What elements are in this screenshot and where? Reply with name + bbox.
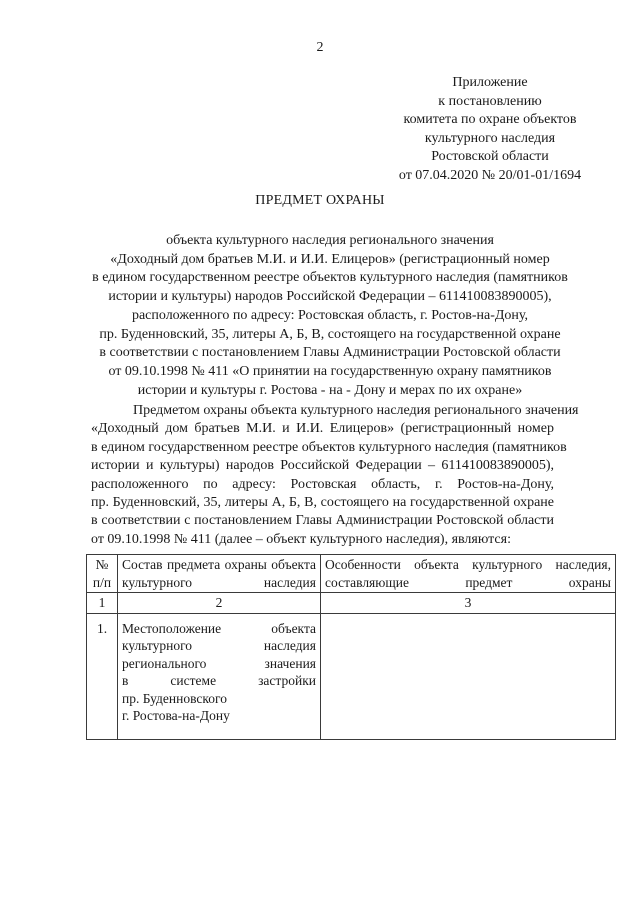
paragraph-line: в соответствии с постановлением Главы Администрации Ростовской области [91,513,554,529]
row-number: 1. [87,613,118,739]
object-line: «Доходный дом братьев М.И. и И.И. Елицеров» (регистрационный номер [110,251,550,267]
table-header-row [87,555,616,593]
appendix-line: от 07.04.2020 № 20/01-01/1694 [398,167,582,183]
appendix-line: Приложение [452,75,528,90]
table-column-numbers-row [87,593,616,614]
object-line: объекта культурного наследия регионального значения [166,233,494,248]
table-row [87,613,616,739]
protection-table [86,554,616,740]
appendix-line: комитета по охране объектов [403,112,577,128]
cell-line: регионального значения [122,655,316,671]
header-features: Особенности объекта культурного наследия, составляющие предмет охраны [321,555,616,593]
column-number: 3 [321,593,616,614]
paragraph-line: истории и культуры) народов Российской Федерации – 611410083890005), [91,458,554,474]
appendix-line: к постановлению [438,93,542,109]
row-features [321,613,616,739]
appendix-line: Ростовской области [431,149,549,165]
page-number: 2 [316,40,324,55]
paragraph-line: расположенного по адресу: Ростовская область, г. Ростов-на-Дону, [91,476,554,492]
object-line: в едином государственном реестре объектов культурного наследия (памятников [92,270,568,286]
document-title: ПРЕДМЕТ ОХРАНЫ [255,193,385,208]
cell-line: культурного наследия [122,638,316,653]
row-composition [118,613,321,739]
object-line: истории и культуры г. Ростова - на - Дону и мерах по их охране» [137,382,523,398]
object-line: от 09.10.1998 № 411 «О принятии на государственную охрану памятников [108,363,552,379]
paragraph-line: от 09.10.1998 № 411 (далее – объект культурного наследия), являются: [91,531,511,547]
object-description [86,232,574,400]
body-paragraph [91,402,579,549]
paragraph-line: пр. Буденновский, 35, литеры А, Б, В, состоящего на государственной охране [91,495,554,511]
appendix-block [380,74,600,186]
cell-line: пр. Буденновского [122,690,227,706]
object-line: истории и культуры) народов Российской Федерации – 611410083890005), [108,289,552,305]
paragraph-line: Предметом охраны объекта культурного наследия регионального значения [133,403,579,418]
object-line: пр. Буденновский, 35, литеры А, Б, В, состоящего на государственной охране [99,326,561,342]
object-line: расположенного по адресу: Ростовская область, г. Ростов-на-Дону, [131,307,529,323]
paragraph-line: «Доходный дом братьев М.И. и И.И. Елицеров» (регистрационный номер [91,421,554,437]
object-line: в соответствии с постановлением Главы Администрации Ростовской области [99,345,561,361]
paragraph-line: в едином государственном реестре объектов культурного наследия (памятников [91,439,567,455]
cell-line: в системе застройки [122,673,316,688]
appendix-line: культурного наследия [424,130,556,146]
header-number: № п/п [87,555,118,593]
header-composition: Состав предмета охраны объекта культурного наследия [118,555,321,593]
cell-line: Местоположение объекта [122,620,316,636]
cell-line: г. Ростова-на-Дону [122,708,230,723]
column-number: 1 [87,593,118,614]
column-number: 2 [118,593,321,614]
